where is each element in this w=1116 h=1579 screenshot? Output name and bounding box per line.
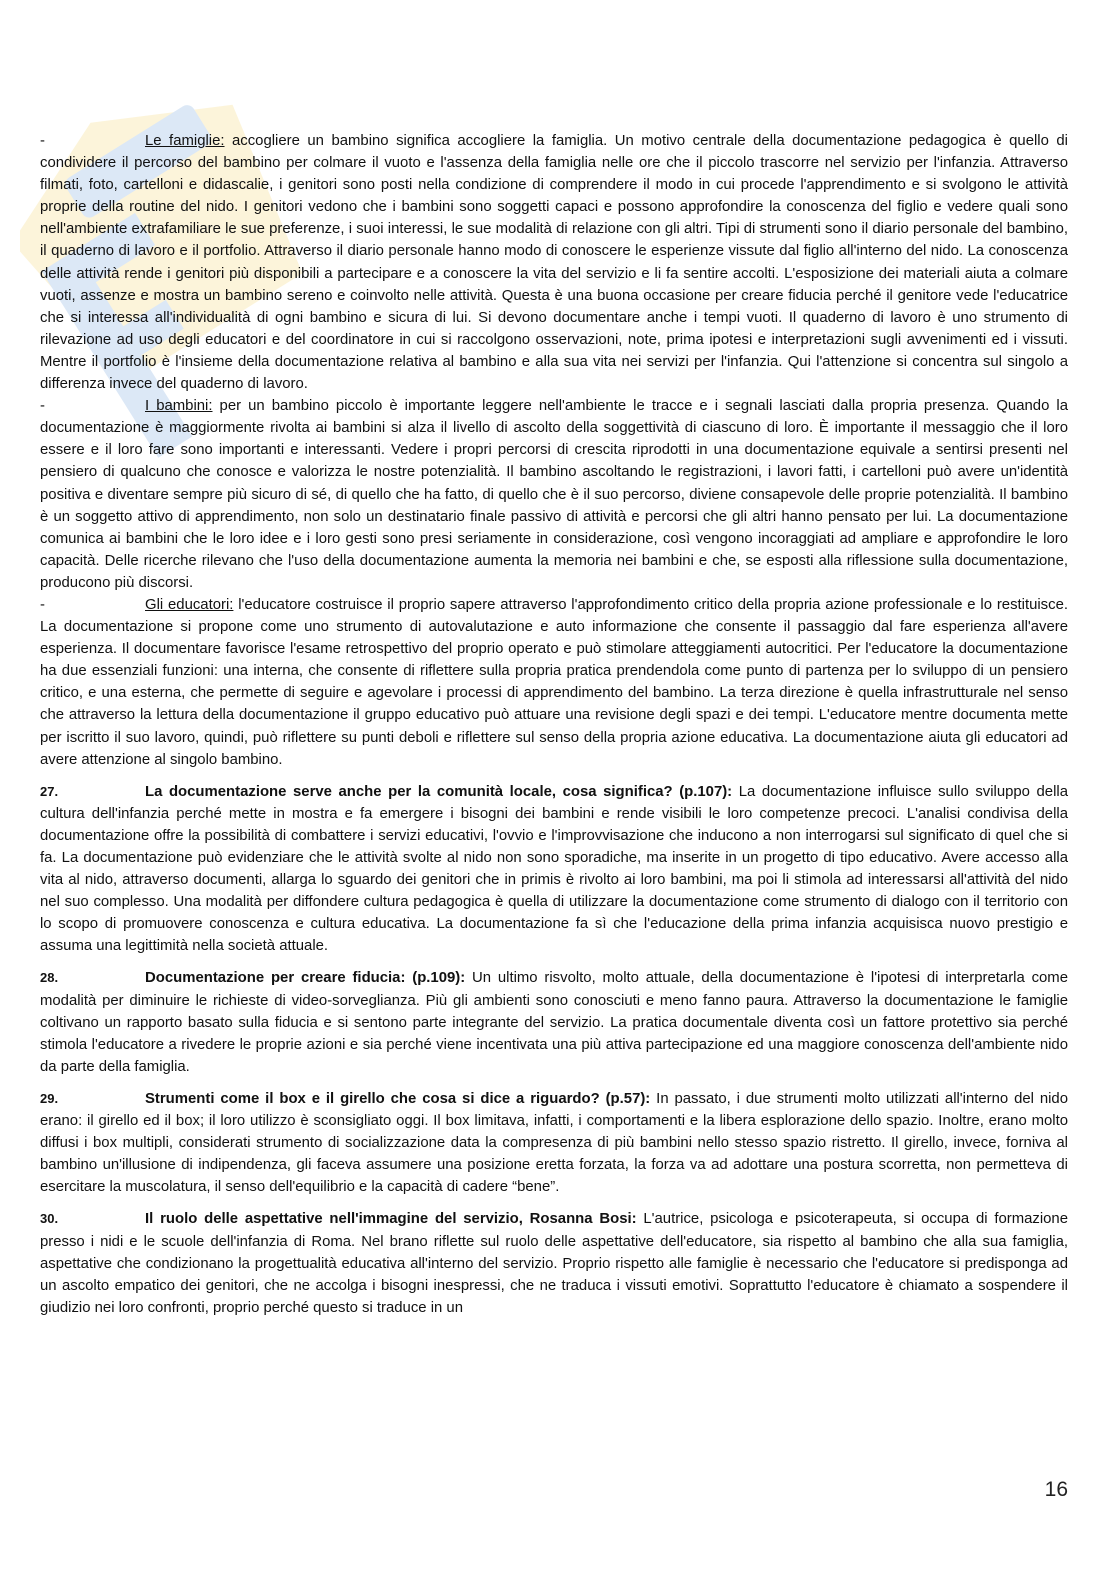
question-title: La documentazione serve anche per la comunità locale, cosa significa? (p.107): — [145, 783, 733, 800]
section-heading: I bambini: — [145, 398, 213, 415]
body-text — [40, 130, 1068, 1319]
question-answer: In passato, i due strumenti molto utilizzati all'interno del nido erano: il girello ed il box; il loro utilizzo è sconsigliato oggi. Il box limitava, infatti, i comportamenti e la libera esplorazione dello spazio. Inoltre, erano molto diffusi i box multipli, considerati strumento di socializzazione data la compresenza di più bambini nello stesso spazio ristretto. Il girello, invece, forniva al bambino un'illusione di indipendenza, gli faceva assumere una posizione eretta forzata, la forza va ad adottare una postura scorretta, non permetteva di esercitare la muscolatura, il senso dell'equilibrio e la capacità di cadere “bene”. — [40, 1090, 1068, 1196]
section-famiglie — [40, 130, 1068, 395]
page-number: 16 — [1044, 1478, 1068, 1501]
section-bambini — [40, 395, 1068, 594]
question-number: 28. — [40, 970, 59, 986]
section-heading: Gli educatori: — [145, 596, 234, 613]
question-number: 27. — [40, 783, 59, 799]
question-number: 29. — [40, 1090, 59, 1106]
question-27 — [40, 781, 1068, 958]
question-title: Il ruolo delle aspettative nell'immagine del servizio, Rosanna Bosi: — [145, 1211, 637, 1228]
question-answer: La documentazione influisce sullo sviluppo della cultura dell'infanzia perché mette in mostra e fa emergere i bisogni dei bambini e rende visibili le loro competenze precoci. L'analisi condivisa della documentazione offre la possibilità di combattere i servizi educativi, l'ovvio e l'improvvisazione che inducono a non interrogarsi sul significato di quel che si fa. La documentazione può evidenziare che le attività svolte al nido non sono sporadiche, ma inserite in un progetto di tipo educativo. Avere accesso alla vita al nido, attraverso documenti, allarga lo sguardo dei genitori che in primis è rivolto ai loro bambini, ma poi li stimola ad interessarsi all'attività del nido nel suo complesso. Una modalità per diffondere cultura pedagogica è quella di utilizzare la documentazione come strumento di dialogo con il territorio con lo scopo di promuovere conoscenza e cultura educativa. La documentazione fa sì che l'educazione della prima infanzia acquisisca nuovo prestigio e assuma una legittimità nella società attuale. — [40, 783, 1068, 955]
section-text: per un bambino piccolo è importante leggere nell'ambiente le tracce e i segnali lasciati dalla propria presenza. Quando la documentazione è maggiormente rivolta ai bambini si alza il livello di ascolto della soggettività di ciascuno di loro. È importante il messaggio che il loro essere e il loro fare sono importanti e interessanti. Vedere i propri percorsi di crescita riprodotti in una documentazione equivale a sentirsi presenti nel pensiero di qualcuno che conosce e valorizza le nostre potenzialità. Il bambino ascoltando le registrazioni, i lavori fatti, i cartelloni può avere un'identità positiva e diventare sempre più sicuro di sé, di quello che ha fatto, di quello che è il suo percorso, diviene consapevole delle proprie potenzialità. Il bambino è un soggetto attivo di apprendimento, non solo un destinatario finale passivo di attività e percorsi che gli altri hanno pensato per lui. La documentazione comunica ai bambini che le loro idee e i loro gesti sono presi seriamente in considerazione, così vengono incoraggiati ad ampliare e approfondire le loro capacità. Delle ricerche rilevano che l'uso della documentazione aumenta la memoria nei bambini e che, se esposti alla riflessione sulla documentazione, producono più discorsi. — [40, 398, 1068, 591]
question-answer: L'autrice, psicologa e psicoterapeuta, si occupa di formazione presso i nidi e le scuole dell'infanzia di Roma. Nel brano riflette sul ruolo delle aspettative dell'educatore, sia rispetto al bambino che alla sua famiglia, aspettative che condizionano la progettualità educativa all'interno del servizio. Proprio rispetto alle famiglie è necessario che l'educatore si predisponga ad un ascolto empatico dei genitori, che ne accolga i bisogni inespressi, che ne traduca i vissuti emotivi. Soprattutto l'educatore è chiamato a sospendere il giudizio nei loro confronti, proprio perché questo si traduce in un — [40, 1211, 1068, 1316]
section-text: l'educatore costruisce il proprio sapere attraverso l'approfondimento critico della propria azione professionale e lo restituisce. La documentazione si propone come uno strumento di autovalutazione e auto informazione che consente il passaggio dal fare esperienza all'avere esperienza. Il documentare favorisce l'esame retrospettivo del proprio operato e può stimolare atteggiamenti autocritici. Per l'educatore la documentazione ha due essenziali funzioni: una interna, che consente di riflettere sulla propria pratica prendendola come punto di partenza per lo sviluppo di un pensiero critico, e una esterna, che permette di seguire e agevolare i processi di apprendimento del bambino. La terza direzione è quella infrastrutturale nel senso che attraverso la lettura della documentazione il gruppo educativo può attuare una revisione degli spazi e dei tempi. L'educatore mentre documenta mette per iscritto il suo lavoro, quindi, può riflettere su punti deboli e riflettere sul senso della propria azione educativa. La documentazione aiuta gli educatori ad avere attenzione al singolo bambino. — [40, 596, 1068, 768]
question-title: Documentazione per creare fiducia: (p.109): — [145, 970, 466, 987]
section-text: accogliere un bambino significa accogliere la famiglia. Un motivo centrale della documentazione pedagogica è quello di condividere il percorso del bambino per colmare il vuoto e l'assenza della famiglia nelle ore che il piccolo trascorre nel servizio per l'infanzia. Attraverso filmati, foto, cartelloni e didascalie, i genitori sono posti nella condizione di comprendere il modo in cui procede l'apprendimento e si svolgono le attività proprie della routine del nido. I genitori vedono che i bambini sono soggetti capaci e possono approfondire la conoscenza del figlio e vedere quali sono nell'ambiente extrafamiliare le sue preferenze, i suoi interessi, le sue modalità di relazione con gli altri. Tipi di strumenti sono il diario personale del bambino, il quaderno di lavoro e il portfolio. Attraverso il diario personale hanno modo di conoscere le esperienze vissute dal figlio all'interno del nido. La conoscenza delle attività rende i genitori più disponibili a partecipare e a conoscere la vita del servizio e li fa sentire accolti. L'esposizione dei materiali aiuta a colmare vuoti, assenze e mostra un bambino sereno e coinvolto nelle attività. Questa è una buona occasione per creare fiducia perché il genitore vede l'educatrice che si interessa all'individualità di ogni bambino e sicura di lui. Si devono documentare anche i tempi vuoti. Il quaderno di lavoro è uno strumento di rilevazione ad uso degli educatori e del coordinatore in cui si raccolgono osservazioni, note, prima ipotesi e interpretazioni sugli avvenimenti ed i vissuti. Mentre il portfolio è l'insieme della documentazione relativa al bambino e alla sua vita nei servizi per l'infanzia. Qui l'attenzione si concentra sul singolo a differenza invece del quaderno di lavoro. — [40, 133, 1068, 393]
question-29 — [40, 1088, 1068, 1198]
section-heading: Le famiglie: — [145, 133, 225, 149]
list-marker: - — [40, 133, 45, 149]
section-educatori — [40, 594, 1068, 771]
question-30 — [40, 1208, 1068, 1318]
question-title: Strumenti come il box e il girello che cosa si dice a riguardo? (p.57): — [145, 1090, 651, 1107]
question-answer: Un ultimo risvolto, molto attuale, della documentazione è l'ipotesi di interpretarla come modalità per diminuire le richieste di video-sorveglianza. Più gli ambienti sono conosciuti e meno fanno paura. Attraverso la documentazione le famiglie coltivano un rapporto basato sulla fiducia e si sentono parte integrante del servizio. La pratica documentale diventa così un fattore protettivo sia perché stimola l'educatore a rivedere le proprie azioni e sia perché viene incentivata una più attiva partecipazione ed una maggiore conoscenza dell'ambiente nido da parte della famiglia. — [40, 970, 1068, 1075]
list-marker: - — [40, 596, 45, 613]
question-28 — [40, 967, 1068, 1077]
list-marker: - — [40, 398, 45, 415]
question-number: 30. — [40, 1211, 59, 1227]
